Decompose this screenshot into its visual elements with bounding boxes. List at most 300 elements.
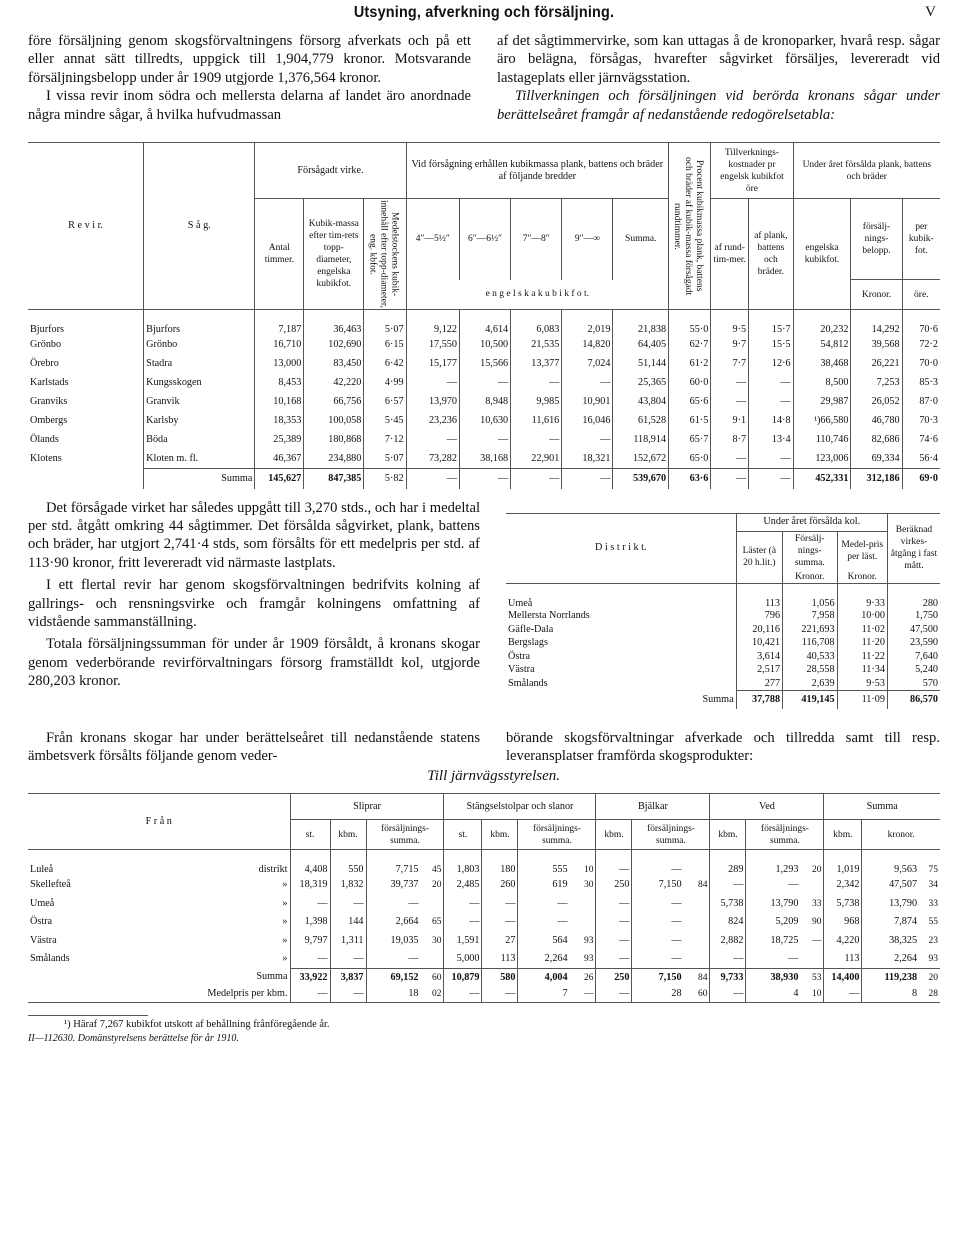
revir-cell: Klotens <box>28 450 144 469</box>
table-caption: Till järnvägsstyrelsen. <box>427 768 560 785</box>
col-engelska-kubikfot: engelska kubikfot. <box>793 199 851 310</box>
sum-v_kr-cell: 38,930 <box>746 968 801 986</box>
t_st-cell: — <box>444 894 482 913</box>
t_st-cell: 5,000 <box>444 950 482 969</box>
rund-cell: — <box>711 393 749 412</box>
sum-antal-cell: 145,627 <box>255 469 304 489</box>
s_st-cell: — <box>290 950 330 969</box>
sum-s_o-cell: 60 <box>421 968 444 986</box>
col-laster: Läster (à 20 h.lit.) <box>736 531 782 584</box>
kol-table-row <box>506 623 940 637</box>
rund-cell: 9·7 <box>711 336 749 355</box>
distrikt-cell: Mellersta Norrlands <box>506 610 736 624</box>
revir-cell: Grönbo <box>28 336 144 355</box>
col-fran: F r å n <box>28 794 290 850</box>
v_o-cell: — <box>800 931 823 950</box>
per-cell: 85·3 <box>919 377 938 389</box>
sum_o-cell: 33 <box>928 898 938 909</box>
v_o-cell <box>800 950 823 969</box>
mid-paragraph-3: Totala försäljningssumman för under år 1909 försåldt, å kronans skogar genom vederbörande revirförvaltningars försorg framställdt kol, utgjorde 280,203 kronor. <box>28 636 480 690</box>
col-forsalj-kol: Försälj-nings-summa. <box>783 531 838 571</box>
s_st-cell: 18,319 <box>290 876 330 895</box>
footnote-code: II—112630. Domänstyrelsens berättelse för år 1910. <box>28 1032 239 1044</box>
kubik-cell: 36,463 <box>304 310 364 336</box>
w3-cell: — <box>511 374 562 393</box>
rund-cell: — <box>711 374 749 393</box>
summa-cell: 118,914 <box>613 431 669 450</box>
medelpris-cell: 9·53 <box>837 677 887 691</box>
sum_o-cell: 55 <box>928 917 938 928</box>
w1-cell: — <box>406 431 459 450</box>
col-kronor: Kronor. <box>851 280 902 310</box>
t_kbm-cell: — <box>482 913 518 932</box>
laster-cell: 2,517 <box>736 664 782 678</box>
kol-table-body <box>506 584 940 709</box>
v_kbm-cell: — <box>710 876 746 895</box>
s_o-cell <box>421 894 444 913</box>
saw-table <box>28 142 940 489</box>
col-sum-kbm: kbm. <box>824 820 862 850</box>
w3-cell: 22,901 <box>511 450 562 469</box>
fran-name: Umeå <box>30 897 55 909</box>
sum-b_o-cell: 84 <box>684 968 710 986</box>
col-t-forsalj: försäljnings-summa. <box>518 820 596 850</box>
sum-summa-cell: 539,670 <box>613 469 669 489</box>
proc-cell: 62·7 <box>669 336 711 355</box>
t_kbm-cell: — <box>482 894 518 913</box>
footnote-text: ¹) Häraf 7,267 kubikfot utskott af behållning frånföregående år. <box>64 1018 330 1030</box>
sum_kr-cell: 13,790 <box>889 897 918 909</box>
w4-cell: 14,820 <box>562 336 613 355</box>
page-header <box>28 0 940 32</box>
kol-table-row <box>506 677 940 691</box>
rund-cell: — <box>711 450 749 469</box>
b_kr-cell: — <box>671 863 682 875</box>
distrikt-cell: Smålands <box>506 677 736 691</box>
sum-s_kr-cell: 69,152 <box>366 968 421 986</box>
col-medelpris: Medel-pris per läst. <box>837 531 887 571</box>
col-w1: 4″—5½″ <box>406 199 459 280</box>
sum-rund-cell: — <box>711 469 749 489</box>
forsalj-cell: 1,056 <box>783 584 838 610</box>
col-s-st: st. <box>290 820 330 850</box>
b_kr-cell: 7,150 <box>658 879 682 891</box>
kubik-cell: 180,868 <box>304 431 364 450</box>
forsalj-cell: 40,533 <box>783 650 838 664</box>
col-kronor-kol: Kronor. <box>783 571 838 584</box>
medel-s_o-cell: 02 <box>421 986 444 1002</box>
col-summa-jv: Summa <box>824 794 940 820</box>
sum_kr-cell: 2,264 <box>894 952 918 964</box>
kbf-cell: 29,987 <box>793 393 851 412</box>
distrikt-cell: Gäfle-Dala <box>506 623 736 637</box>
t_o-cell <box>570 894 596 913</box>
beraknad-cell: 7,640 <box>915 650 938 662</box>
medel-sum_o-cell: 28 <box>928 989 938 1000</box>
s_o-cell: 30 <box>421 931 444 950</box>
summa-cell: 21,838 <box>613 310 669 336</box>
plank-cell: 15·7 <box>749 310 793 336</box>
medelpris-cell: 9·33 <box>837 584 887 610</box>
jarnvag-table-row <box>28 876 940 895</box>
col-sliprar: Sliprar <box>290 794 444 820</box>
laster-cell: 3,614 <box>736 650 782 664</box>
sum-belopp-cell: 312,186 <box>851 469 902 489</box>
w4-cell: — <box>562 431 613 450</box>
sum-s_st-cell: 33,922 <box>290 968 330 986</box>
v_kr-cell: 1,293 <box>775 863 799 875</box>
b_o-cell <box>684 913 710 932</box>
sum-t_kbm-cell: 580 <box>482 968 518 986</box>
left-paragraph-1: före försäljning genom skogsförvaltningens försorg afverkats och på ett eller annat sätt tillredts, uppgick till 1,904,779 kronor. Motsvarande försäljningsbelopp under år 1909 utgjorde 1,376,564 kronor. <box>28 33 471 86</box>
ore-label: öre <box>745 183 759 194</box>
medel-b_o-cell: 60 <box>684 986 710 1002</box>
forsalj-cell: 116,708 <box>783 637 838 651</box>
w1-cell: 73,282 <box>406 450 459 469</box>
fran-name: Luleå <box>30 863 54 875</box>
col-ved: Ved <box>710 794 824 820</box>
fran-tail: » <box>282 897 288 909</box>
t_kbm-cell: 260 <box>482 876 518 895</box>
b_o-cell <box>684 931 710 950</box>
sum-label-cell: Summa <box>144 469 255 489</box>
jarnvag-table-medel-row <box>28 986 940 1002</box>
sum_o-cell: 23 <box>928 935 938 946</box>
b_kr-cell: — <box>671 916 682 928</box>
revir-cell: Bjurfors <box>28 310 144 336</box>
belopp-cell: 39,568 <box>851 336 902 355</box>
sum-v_kbm-cell: 9,733 <box>710 968 746 986</box>
sag-cell: Stadra <box>144 355 255 374</box>
mid-section <box>28 499 940 709</box>
plank-cell: 13·4 <box>749 431 793 450</box>
tillverk-label: Tillverknings-kostnader pr engelsk kubikfot <box>720 147 784 182</box>
col-bjalkar: Bjälkar <box>596 794 710 820</box>
medel-b_kr-cell: 28 <box>671 988 682 1000</box>
col-per-kubikfot: per kubik-fot. <box>908 222 934 257</box>
antal-cell: 13,000 <box>255 355 304 374</box>
rund-cell: 7·7 <box>711 355 749 374</box>
summa-cell: 51,144 <box>613 355 669 374</box>
page-number: V <box>925 4 936 20</box>
kol-table-row <box>506 584 940 610</box>
sum-label-cell: Summa <box>506 691 736 709</box>
kubik-cell: 66,756 <box>304 393 364 412</box>
s_st-cell: — <box>290 894 330 913</box>
kbf-cell: ¹)66,580 <box>793 412 851 431</box>
v_o-cell <box>800 876 823 895</box>
w3-cell: 11,616 <box>511 412 562 431</box>
sum-w1-cell: — <box>406 469 459 489</box>
v_kbm-cell: — <box>710 950 746 969</box>
laster-cell: 10,421 <box>736 637 782 651</box>
fran-cell <box>28 950 290 969</box>
top-text <box>28 32 940 124</box>
kol-table-row <box>506 610 940 624</box>
col-forsagadt: Försågadt virke. <box>255 143 406 199</box>
fran-name: Östra <box>30 916 53 928</box>
saw-table-row <box>28 336 940 355</box>
kol-table-sum-row <box>506 691 940 709</box>
w1-cell: — <box>406 374 459 393</box>
mid-paragraph-2: I ett flertal revir har genom skogsförvaltningen bedrifvits kolning af gallrings- och rensningsvirke och framgår kolningens omfattning af vidstående sammanställning. <box>28 577 480 630</box>
t_o-cell <box>570 913 596 932</box>
col-af-plank: af plank, battens och bräder. <box>749 199 793 310</box>
s_kbm-cell: — <box>330 894 366 913</box>
s_kr-cell: — <box>408 897 419 909</box>
sum_kr-cell: 38,325 <box>889 934 918 946</box>
v_o-cell: 33 <box>800 894 823 913</box>
medel-dash-cell: — <box>290 986 330 1002</box>
kol-table-row <box>506 650 940 664</box>
kbf-cell: 110,746 <box>793 431 851 450</box>
antal-cell: 46,367 <box>255 450 304 469</box>
b_o-cell <box>684 850 710 876</box>
medel-cell: 5·07 <box>364 310 406 336</box>
belopp-cell: 69,334 <box>851 450 902 469</box>
beraknad-cell: 47,500 <box>909 623 938 635</box>
page-title: Utsyning, afverkning och försäljning. <box>353 4 615 21</box>
medel-t_o-cell: — <box>570 986 596 1002</box>
sum-t_kr-cell: 4,004 <box>518 968 570 986</box>
sum-t_st-cell: 10,879 <box>444 968 482 986</box>
medel-cell: 6·15 <box>364 336 406 355</box>
per-cell: 70·3 <box>919 415 938 427</box>
sum-t_o-cell: 26 <box>570 968 596 986</box>
saw-table-row <box>28 310 940 336</box>
col-revir: R e v i r. <box>28 143 144 310</box>
sum-forsalj-cell: 419,145 <box>783 691 838 709</box>
s_kbm-cell: — <box>330 950 366 969</box>
col-kronor-kol-2: Kronor. <box>837 571 887 584</box>
v_kbm-cell: 5,738 <box>710 894 746 913</box>
sum-proc-cell: 63·6 <box>669 469 711 489</box>
t_st-cell: 2,485 <box>444 876 482 895</box>
b_kr-cell: — <box>671 897 682 909</box>
distrikt-cell: Östra <box>506 650 736 664</box>
kbf-cell: 123,006 <box>793 450 851 469</box>
s_st-cell: 1,398 <box>290 913 330 932</box>
saw-table-row <box>28 393 940 412</box>
kbf-cell: 8,500 <box>793 374 851 393</box>
proc-cell: 60·0 <box>669 374 711 393</box>
col-w2: 6″—6½″ <box>459 199 510 280</box>
right-paragraph-2: Tillverkningen och försäljningen vid berörda kronans sågar under berättelseåret framgår af nedanstående redogörelsetabla: <box>497 88 940 123</box>
w3-cell: — <box>511 431 562 450</box>
saw-table-row <box>28 355 940 374</box>
per-cell: 56·4 <box>919 452 938 464</box>
forsalj-cell: 28,558 <box>783 664 838 678</box>
col-ore: öre. <box>902 280 940 310</box>
sum-w2-cell: — <box>459 469 510 489</box>
medel-s_kr-cell: 18 <box>408 988 419 1000</box>
fran-name: Smålands <box>30 953 70 965</box>
col-b-forsalj: försäljnings-summa. <box>632 820 710 850</box>
b_kr-cell: — <box>671 934 682 946</box>
forsalj-cell: 2,639 <box>783 677 838 691</box>
sum_kbm-cell: 4,220 <box>824 931 862 950</box>
fran-name: Västra <box>30 934 57 946</box>
rund-cell: 9·5 <box>711 310 749 336</box>
s_kr-cell: — <box>408 952 419 964</box>
s_kbm-cell: 1,832 <box>330 876 366 895</box>
w3-cell: 13,377 <box>511 355 562 374</box>
s_o-cell: 20 <box>421 876 444 895</box>
v_kbm-cell: 289 <box>710 850 746 876</box>
medel-dash-cell: — <box>824 986 862 1002</box>
w1-cell: 13,970 <box>406 393 459 412</box>
s_kr-cell: 39,737 <box>390 879 419 891</box>
plank-cell: — <box>749 374 793 393</box>
plank-cell: — <box>749 450 793 469</box>
sag-cell: Grönbo <box>144 336 255 355</box>
fran-tail: » <box>282 953 288 965</box>
w1-cell: 23,236 <box>406 412 459 431</box>
proc-cell: 65·0 <box>669 450 711 469</box>
w3-cell: 6,083 <box>511 310 562 336</box>
col-w4: 9″—∞ <box>562 199 613 280</box>
proc-cell: 65·7 <box>669 431 711 450</box>
sum_kr-cell: 9,563 <box>894 863 918 875</box>
kol-table-row <box>506 664 940 678</box>
col-under-aret-kol: Under året försålda kol. <box>736 513 887 531</box>
rund-cell: 9·1 <box>711 412 749 431</box>
s_kbm-cell: 144 <box>330 913 366 932</box>
medel-dash-cell: — <box>710 986 746 1002</box>
fran-cell <box>28 876 290 895</box>
w4-cell: 2,019 <box>562 310 613 336</box>
jarnvag-table-body <box>28 850 940 1003</box>
sag-cell: Kungsskogen <box>144 374 255 393</box>
sum-beraknad-cell: 86,570 <box>887 691 940 709</box>
medelpris-cell: 11·34 <box>837 664 887 678</box>
w3-cell: 9,985 <box>511 393 562 412</box>
sum-b_kbm-cell: 250 <box>596 968 632 986</box>
col-eng-kubikfot: e n g e l s k a k u b i k f o t. <box>406 280 668 310</box>
col-kubikmassa: Kubik-massa efter tim-rets topp-diameter, engelska kubikfot. <box>304 199 364 310</box>
col-summa: Summa. <box>613 199 669 280</box>
fran-cell <box>28 931 290 950</box>
plank-cell: 15·5 <box>749 336 793 355</box>
blank-cell <box>28 469 144 489</box>
sum-sum_kr-cell: 119,238 <box>862 968 919 986</box>
left-paragraph-2: I vissa revir inom södra och mellersta delarna af landet äro anordnade några mindre sågar, å hvilka hufvudmassan <box>28 88 471 123</box>
kubik-cell: 42,220 <box>304 374 364 393</box>
sum_o-cell: 75 <box>928 864 938 875</box>
antal-cell: 7,187 <box>255 310 304 336</box>
sag-cell: Bjurfors <box>144 310 255 336</box>
v_o-cell: 90 <box>800 913 823 932</box>
col-antal: Antal timmer. <box>255 199 304 310</box>
t_o-cell: 93 <box>570 931 596 950</box>
beraknad-cell: 5,240 <box>915 664 938 676</box>
sum-per-cell: 69·0 <box>902 469 940 489</box>
v_kr-cell: — <box>788 952 799 964</box>
b_kr-cell: — <box>671 952 682 964</box>
b_o-cell: 84 <box>684 876 710 895</box>
kbf-cell: 38,468 <box>793 355 851 374</box>
col-under-aret: Under året försålda plank, battens och bräder <box>793 143 940 199</box>
rund-cell: 8·7 <box>711 431 749 450</box>
antal-cell: 10,168 <box>255 393 304 412</box>
sum_kbm-cell: 2,342 <box>824 876 862 895</box>
medel-v_kr-cell: 4 <box>793 988 799 1000</box>
antal-cell: 8,453 <box>255 374 304 393</box>
col-medelstockens: Medelstockens kubik-innehåll efter topp-diameter, eng. kbfot. <box>367 200 400 309</box>
kubik-cell: 102,690 <box>304 336 364 355</box>
t_o-cell: 93 <box>570 950 596 969</box>
saw-table-row <box>28 450 940 469</box>
kubik-cell: 100,058 <box>304 412 364 431</box>
medel-dash-cell: — <box>596 986 632 1002</box>
s_o-cell <box>421 950 444 969</box>
revir-cell: Ölands <box>28 431 144 450</box>
col-s-forsalj: försäljnings-summa. <box>366 820 444 850</box>
jarnvag-table-row <box>28 950 940 969</box>
s_kbm-cell: 1,311 <box>330 931 366 950</box>
sum-medelpris-cell: 11·09 <box>837 691 887 709</box>
col-stangsel: Stängselstolpar och slanor <box>444 794 596 820</box>
saw-table-sum-row <box>28 469 940 489</box>
bottom-right-paragraph: börande skogsförvaltningar afverkade och tillredda samt till resp. leveransplatser framförda skogsprodukter: <box>506 729 940 764</box>
medelpris-cell: 11·22 <box>837 650 887 664</box>
laster-cell: 277 <box>736 677 782 691</box>
w2-cell: 38,168 <box>459 450 510 469</box>
per-cell: 74·6 <box>919 434 938 446</box>
kbf-cell: 20,232 <box>793 310 851 336</box>
saw-table-row <box>28 412 940 431</box>
col-procent: Procent kubikmassa plank, battens och bräder af kubik-massa försågadt rundtimmer. <box>672 156 705 296</box>
w2-cell: 8,948 <box>459 393 510 412</box>
w4-cell: — <box>562 374 613 393</box>
v_kr-cell: 13,790 <box>770 897 799 909</box>
col-distrikt: D i s t r i k t. <box>506 513 736 584</box>
medel-t_kr-cell: 7 <box>562 988 568 1000</box>
col-w3: 7″—8″ <box>511 199 562 280</box>
sum-medel-cell: 5·82 <box>364 469 406 489</box>
w2-cell: — <box>459 431 510 450</box>
t_kr-cell: 619 <box>552 879 568 891</box>
b_kbm-cell: — <box>596 950 632 969</box>
sum_kbm-cell: 1,019 <box>824 850 862 876</box>
col-tillverk <box>711 143 793 199</box>
beraknad-cell: 570 <box>922 677 938 689</box>
sum-kubik-cell: 847,385 <box>304 469 364 489</box>
per-cell: 70·0 <box>919 358 938 370</box>
medel-cell: 4·99 <box>364 374 406 393</box>
col-vid-forsagning: Vid försågning erhållen kubikmassa plank, battens och bräder af följande bredder <box>406 143 668 199</box>
col-forsaljbelopp: försälj-nings-belopp. <box>851 199 902 280</box>
w2-cell: 4,614 <box>459 310 510 336</box>
s_st-cell: 9,797 <box>290 931 330 950</box>
laster-cell: 113 <box>736 584 782 610</box>
sum_kbm-cell: 968 <box>824 913 862 932</box>
beraknad-cell: 23,590 <box>909 637 938 649</box>
s_kr-cell: 19,035 <box>390 934 419 946</box>
distrikt-cell: Umeå <box>506 584 736 610</box>
v_kbm-cell: 824 <box>710 913 746 932</box>
bottom-left-paragraph: Från kronans skogar har under berättelseåret till nedanstående statens ämbetsverk försålts följande genom veder- <box>28 729 480 764</box>
w4-cell: 16,046 <box>562 412 613 431</box>
revir-cell: Karlstads <box>28 374 144 393</box>
s_o-cell: 65 <box>421 913 444 932</box>
belopp-cell: 26,052 <box>851 393 902 412</box>
sum-b_kr-cell: 7,150 <box>632 968 684 986</box>
laster-cell: 20,116 <box>736 623 782 637</box>
fran-tail: » <box>282 916 288 928</box>
medel-label-cell: Medelpris per kbm. <box>28 986 290 1002</box>
t_kr-cell: 2,264 <box>544 952 568 964</box>
